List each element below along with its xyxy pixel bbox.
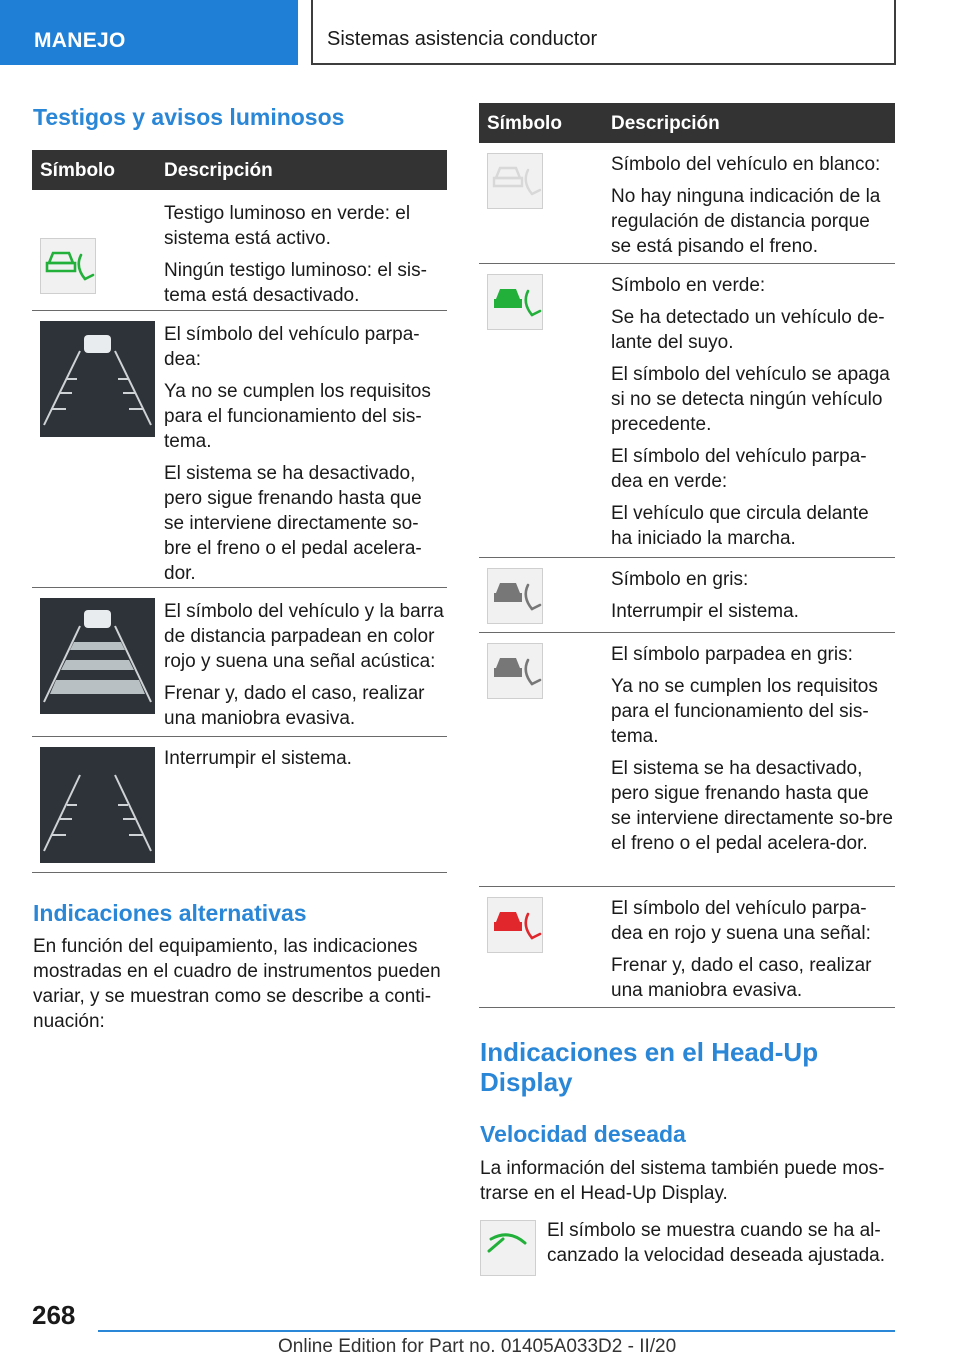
table-row: [479, 887, 895, 1008]
table-row: [479, 143, 895, 264]
road-display-distance-bars-icon: [40, 598, 155, 714]
desired-speed-icon-text: El símbolo se muestra cuando se ha al-canzado la velocidad deseada ajustada.: [547, 1220, 886, 1266]
header-chapter-label: Sistemas asistencia conductor: [327, 28, 598, 50]
row-description: Testigo luminoso en verde: el sistema está activo. Ningún testigo luminoso: el sis-tema está desactivado.: [164, 203, 427, 306]
road-display-empty-icon: [40, 747, 155, 863]
row-description: El símbolo parpadea en gris: Ya no se cumplen los requisitos para el funcionamiento del sis-tema. El sistema se ha desactivado, pero sigue frenando hasta que se interviene directamente so-bre el freno o el pedal acelera-dor.: [611, 644, 893, 854]
header-section-tab: [0, 0, 298, 65]
table-row: [479, 264, 895, 558]
table-row: [479, 558, 895, 633]
alternative-indications-title: Indicaciones alternativas: [33, 900, 307, 926]
desired-speed-title: Velocidad deseada: [480, 1121, 686, 1147]
car-distance-white-icon: [487, 153, 543, 209]
table-row: [32, 588, 447, 737]
left-symbol-table: [32, 150, 447, 873]
car-distance-grey-icon: [487, 568, 543, 624]
table-header: [32, 150, 447, 190]
row-description: El símbolo del vehículo parpa-dea: Ya no se cumplen los requisitos para el funcionamiento del sis-tema. El sistema se ha desactivado, pero sigue frenando hasta que se interviene directamente so-bre el freno o el pedal acelera-dor.: [164, 324, 431, 584]
left-section-title: Testigos y avisos luminosos: [33, 104, 345, 130]
desired-speed-text: La información del sistema también puede mos-trarse en el Head-Up Display.: [480, 1158, 885, 1204]
table-header: [479, 103, 895, 143]
hud-title: Indicaciones en el Head-Up Display: [480, 1037, 819, 1097]
row-description: Símbolo en gris: Interrumpir el sistema.: [611, 569, 799, 622]
alternative-indications-text: En función del equipamiento, las indicaciones mostradas en el cuadro de instrumentos pueden variar, y se muestran como se describe a conti-nuación:: [33, 936, 441, 1032]
col-symbol-header: Símbolo: [487, 113, 562, 134]
row-description: Interrumpir el sistema.: [164, 748, 352, 769]
car-distance-red-icon: [487, 897, 543, 953]
car-distance-green-icon: [40, 238, 96, 294]
row-description: El símbolo del vehículo parpa-dea en rojo y suena una señal: Frenar y, dado el caso, realizar una maniobra evasiva.: [611, 898, 872, 1001]
row-description: El símbolo del vehículo y la barra de distancia parpadean en color rojo y suena una señal acústica: Frenar y, dado el caso, realizar una maniobra evasiva.: [164, 601, 444, 729]
footer-rule: [98, 1330, 895, 1332]
table-row: [479, 633, 895, 887]
car-distance-green-icon: [487, 274, 543, 330]
desired-speed-reached-icon: [480, 1220, 536, 1276]
page-number: 268: [32, 1300, 76, 1330]
car-distance-grey-icon: [487, 643, 543, 699]
col-desc-header: Descripción: [611, 113, 720, 134]
right-symbol-table: [479, 103, 895, 1008]
table-row: [32, 311, 447, 588]
table-row: [32, 737, 447, 873]
col-desc-header: Descripción: [164, 160, 273, 181]
footer-edition: Online Edition for Part no. 01405A033D2 - II/20: [278, 1336, 677, 1357]
header-section-label: MANEJO: [34, 29, 126, 52]
header-chapter-box: [311, 0, 896, 65]
row-description: Símbolo del vehículo en blanco: No hay ninguna indicación de la regulación de distancia porque se está pisando el freno.: [611, 154, 881, 257]
col-symbol-header: Símbolo: [40, 160, 115, 181]
table-row: [32, 190, 447, 311]
road-display-car-icon: [40, 321, 155, 437]
row-description: Símbolo en verde: Se ha detectado un vehículo de-lante del suyo. El símbolo del vehículo se apaga si no se detecta ningún vehículo precedente. El símbolo del vehículo parpa-dea en verde: El vehículo que circula delante ha iniciado la marcha.: [611, 275, 890, 549]
